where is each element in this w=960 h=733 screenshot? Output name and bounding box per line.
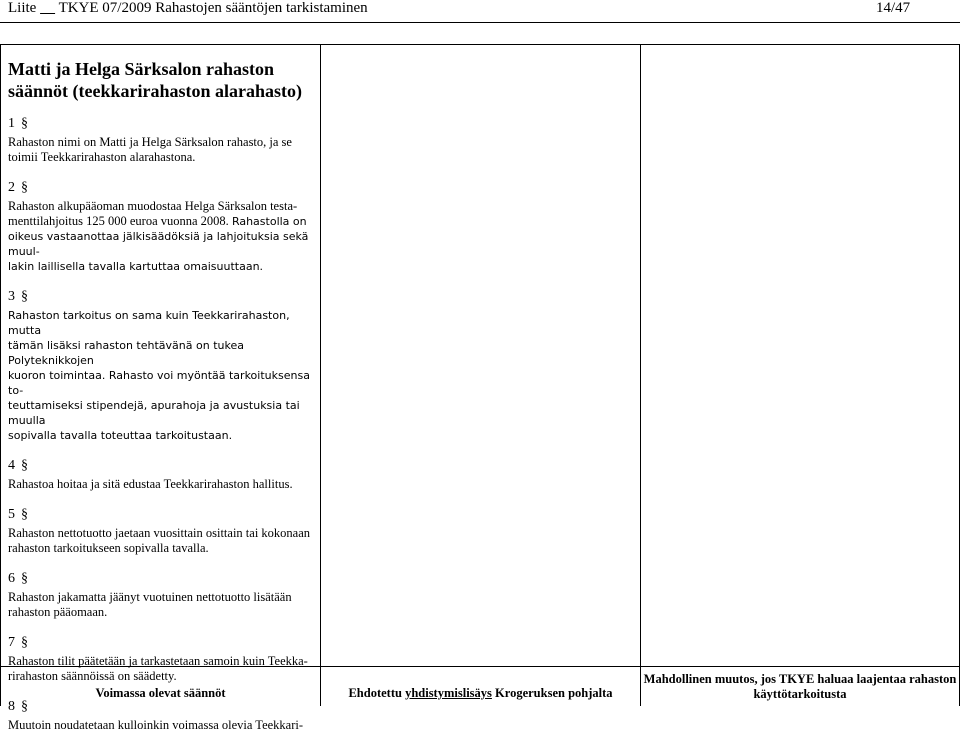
header-doc-reference (8, 0, 368, 16)
section-1-text: Rahaston nimi on Matti ja Helga Särksalon rahasto, ja se toimii Teekkarirahaston alarahastona. (8, 135, 292, 164)
section-2-heading: 2 § (8, 180, 28, 195)
header-blank (40, 0, 55, 16)
rules-title-line-2: säännöt (teekkarirahaston alarahasto) (8, 81, 303, 101)
footer-possible-change: Mahdollinen muutos, jos TKYE haluaa laajentaa rahaston käyttötarkoitusta (643, 671, 957, 701)
section-3-text: Rahaston tarkoitus on sama kuin Teekkarirahaston, mutta tämän lisäksi rahaston tehtävänä on tukea Polyteknikkojen kuoron toimintaa. Rahasto voi myöntää tarkoituksensa to- teuttamiseksi stipendejä, apurahoja ja avustuksia tai muulla sopivalla tavalla toteuttaa tarkoitustaan. (8, 309, 310, 442)
rules-title (8, 58, 316, 102)
header-doc-title: TKYE 07/2009 Rahastojen sääntöjen tarkistaminen (58, 0, 368, 16)
section-7-heading: 7 § (8, 635, 28, 650)
footer-proposed-addition (321, 682, 640, 704)
footer-col2-post: Krogeruksen pohjalta (495, 685, 613, 700)
section-6-heading: 6 § (8, 571, 28, 586)
page-header (0, 0, 960, 23)
section-4-heading: 4 § (8, 458, 28, 473)
section-6-text: Rahaston jakamatta jäänyt vuotuinen nettotuotto lisätään rahaston pääomaan. (8, 590, 292, 619)
table-divider-2 (640, 44, 641, 706)
footer-col2-pre: Ehdotettu (348, 685, 402, 700)
table-border-left (0, 44, 1, 706)
rules-title-line-1: Matti ja Helga Särksalon rahaston (8, 59, 275, 79)
header-prefix: Liite (8, 0, 37, 16)
table-divider-1 (320, 44, 321, 706)
section-7-text: Rahaston tilit päätetään ja tarkastetaan samoin kuin Teekka- rirahaston säännöissä on säädetty. (8, 654, 308, 683)
current-rules-column (8, 58, 316, 733)
section-8-text: Muutoin noudatetaan kulloinkin voimassa olevia Teekkari- (8, 718, 304, 732)
footer-current-rules: Voimassa olevat säännöt (95, 685, 226, 700)
section-4-text: Rahastoa hoitaa ja sitä edustaa Teekkarirahaston hallitus. (8, 477, 293, 491)
footer-col2-underlined: yhdistymislisäys (405, 685, 492, 700)
section-8-heading: 8 § (8, 699, 28, 714)
header-page-number: 14/47 (876, 0, 911, 16)
section-5-text: Rahaston nettotuotto jaetaan vuosittain osittain tai kokonaan rahaston tarkoitukseen sopivalla tavalla. (8, 526, 311, 555)
section-1-heading: 1 § (8, 116, 28, 131)
section-3-heading: 3 § (8, 289, 28, 304)
section-2-text: Rahaston alkupääoman muodostaa Helga Särksalon testa- menttilahjoitus 125 000 euroa vuonna 2008. Rahastolla on oikeus vastaanottaa jälkisäädöksiä ja lahjoituksia sekä muul- lakin laillisella tavalla kartuttaa omaisuuttaan. (8, 199, 309, 273)
section-5-heading: 5 § (8, 507, 28, 522)
